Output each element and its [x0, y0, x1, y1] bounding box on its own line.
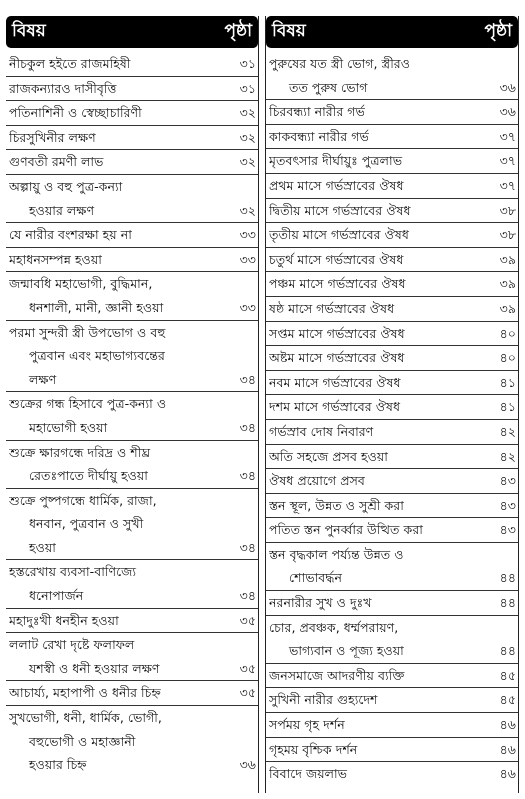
- toc-line: [269, 713, 516, 737]
- toc-line: [9, 441, 256, 465]
- toc-entry: [266, 125, 518, 150]
- toc-entry: [6, 609, 258, 634]
- entry-text: তত পুরুষ ভোগ: [289, 79, 368, 95]
- toc-line: [269, 346, 516, 370]
- toc-entry: [266, 616, 518, 664]
- entry-page-number: ৩৬: [239, 757, 256, 773]
- toc-line: [9, 199, 256, 223]
- toc-entry: [6, 52, 258, 77]
- toc-entry: [266, 713, 518, 738]
- toc-entry: [6, 633, 258, 681]
- toc-line: [269, 76, 516, 100]
- toc-entry: [266, 272, 518, 297]
- toc-line: [9, 101, 256, 125]
- entry-page-number: ৪০: [499, 325, 516, 341]
- toc-line: [269, 762, 516, 786]
- page-header: পৃষ্ঠা: [224, 21, 252, 41]
- toc-entry: [266, 738, 518, 763]
- entry-text: পতিনাশিনী ও স্বেচ্ছাচারিণী: [9, 105, 142, 121]
- entry-text: লক্ষণ: [29, 371, 57, 387]
- entry-text: প্রথম মাসে গর্ভস্রাবের ঔষধ: [269, 177, 404, 193]
- entries-list-right: [266, 52, 518, 793]
- entry-page-number: ৩৪: [239, 371, 256, 387]
- entry-page-number: ৩৩: [239, 299, 256, 315]
- toc-entry: [6, 126, 258, 151]
- entry-text: পুরুষের যত স্ত্রী ভোগ, স্ত্রীরও: [269, 56, 410, 71]
- entry-text: ধনোপার্জন: [29, 588, 84, 604]
- toc-line: [269, 566, 516, 590]
- entry-text: নবম মাসে গর্ভস্রাবের ঔষধ: [269, 374, 401, 390]
- entry-text: অষ্টম মাসে গর্ভস্রাবের ঔষধ: [269, 350, 405, 366]
- toc-line: [9, 368, 256, 392]
- entry-text: যশস্বী ও ধনী হওয়ার লক্ষণ: [29, 660, 160, 676]
- toc-line: [269, 174, 516, 198]
- toc-line: [269, 688, 516, 712]
- entry-text: যে নারীর বংশরক্ষা হয় না: [9, 227, 132, 243]
- toc-entry: [266, 494, 518, 519]
- entry-page-number: ৩৬: [499, 79, 516, 95]
- subject-header: বিষয়: [12, 21, 46, 41]
- entry-page-number: ৩৫: [239, 612, 256, 628]
- toc-entry: [266, 664, 518, 689]
- toc-line: [269, 518, 516, 542]
- toc-entry: [266, 591, 518, 616]
- entry-text: সপ্তম মাসে গর্ভস্রাবের ঔষধ: [269, 325, 405, 341]
- entry-text: মহাভোগী হওয়া: [29, 419, 108, 435]
- entry-text: অতি সহজে প্রসব হওয়া: [269, 448, 388, 464]
- toc-entry: [266, 149, 518, 174]
- toc-entry: [6, 681, 258, 706]
- entry-text: স্তন বৃদ্ধকাল পর্য্যন্ত উন্নত ও: [269, 546, 404, 562]
- toc-line: [269, 199, 516, 223]
- entry-text: শুক্রে পুষ্পগন্ধে ধার্মিক, রাজা,: [9, 492, 157, 508]
- toc-line: [9, 584, 256, 608]
- entry-text: জনসমাজে আদরণীয় ব্যক্তি: [269, 667, 405, 683]
- toc-line: [269, 420, 516, 444]
- entry-text: ষষ্ঠ মাসে গর্ভস্রাবের ঔষধ: [269, 300, 395, 316]
- toc-entry: [6, 272, 258, 320]
- toc-entry: [266, 469, 518, 494]
- toc-line: [269, 395, 516, 419]
- entry-text: পুত্রবান এবং মহাভাগ্যবন্তের: [29, 348, 165, 364]
- toc-line: [9, 512, 256, 536]
- toc-line: [9, 730, 256, 754]
- toc-line: [9, 633, 256, 657]
- toc-line: [9, 560, 256, 584]
- toc-line: [9, 609, 256, 633]
- toc-line: [9, 175, 256, 199]
- entry-page-number: ৪৩: [499, 497, 516, 513]
- entry-text: মহাধনসম্পন্ন হওয়া: [9, 251, 102, 267]
- entry-text: তৃতীয় মাসে গর্ভস্রাবের ঔষধ: [269, 227, 409, 243]
- toc-line: [269, 494, 516, 518]
- entry-text: পরমা সুন্দরী স্ত্রী উপভোগ ও বহু: [9, 324, 166, 340]
- entry-page-number: ৩৪: [239, 539, 256, 555]
- toc-entry: [266, 174, 518, 199]
- toc-entry: [266, 322, 518, 347]
- entry-page-number: ৪৬: [499, 717, 516, 733]
- contents-column-left: [6, 16, 259, 793]
- entry-page-number: ৩৪: [239, 419, 256, 435]
- toc-entry: [266, 52, 518, 100]
- entry-text: সর্পময় গৃহ দর্শন: [269, 717, 345, 733]
- entry-text: হস্তরেখায় ব্যবসা-বাণিজ্যে: [9, 564, 137, 580]
- toc-line: [9, 321, 256, 345]
- entry-page-number: ৪২: [499, 423, 516, 439]
- entry-text: দ্বিতীয় মাসে গর্ভস্রাবের ঔষধ: [269, 202, 411, 218]
- toc-line: [269, 223, 516, 247]
- entry-text: দশম মাসে গর্ভস্রাবের ঔষধ: [269, 399, 401, 415]
- toc-entry: [266, 688, 518, 713]
- entry-page-number: ৪১: [499, 399, 516, 415]
- toc-entry: [266, 371, 518, 396]
- toc-entry: [6, 489, 258, 561]
- entry-text: শুক্রের গন্ধ হিসাবে পুত্র-কন্যা ও: [9, 396, 167, 412]
- entry-page-number: ৪৫: [499, 692, 516, 708]
- entry-text: গর্ভস্রাব দোষ নিবারণ: [269, 423, 374, 439]
- toc-line: [9, 223, 256, 247]
- entry-text: চোর, প্রবঞ্চক, ধর্ম্মপরায়ণ,: [269, 619, 399, 635]
- toc-line: [9, 52, 256, 76]
- entry-page-number: ৩৯: [499, 276, 516, 292]
- entry-page-number: ৩৫: [239, 660, 256, 676]
- column-header: [6, 16, 258, 48]
- toc-line: [9, 126, 256, 150]
- toc-line: [9, 489, 256, 513]
- entry-page-number: ৪৩: [499, 522, 516, 538]
- toc-line: [9, 272, 256, 296]
- toc-entry: [6, 560, 258, 608]
- entry-page-number: ৩৪: [239, 588, 256, 604]
- entry-page-number: ৩৭: [499, 128, 516, 144]
- entry-page-number: ৪৪: [499, 595, 516, 611]
- toc-line: [269, 664, 516, 688]
- entry-text: স্তন স্থূল, উন্নত ও সুশ্রী করা: [269, 497, 404, 513]
- toc-line: [269, 322, 516, 346]
- toc-line: [269, 125, 516, 149]
- entry-page-number: ৩৭: [499, 177, 516, 193]
- entry-page-number: ৪৪: [499, 570, 516, 586]
- entry-text: ভাগ্যবান ও পূজ্য হওয়া: [289, 643, 404, 659]
- toc-line: [9, 77, 256, 101]
- entry-page-number: ৩৯: [499, 300, 516, 316]
- entry-page-number: ৩৯: [499, 251, 516, 267]
- toc-line: [269, 248, 516, 272]
- entry-page-number: ৩৩: [239, 227, 256, 243]
- toc-line: [9, 248, 256, 272]
- entry-text: মৃতবৎসার দীর্ঘায়ুঃ পুত্রলাভ: [269, 153, 403, 169]
- entry-text: সুখিনী নারীর গুহ্যদেশ: [269, 692, 378, 708]
- toc-entry: [266, 543, 518, 591]
- entry-page-number: ৩৫: [239, 685, 256, 701]
- toc-entry: [266, 248, 518, 273]
- entry-page-number: ৪৬: [499, 741, 516, 757]
- toc-entry: [266, 762, 518, 786]
- entry-text: পতিত স্তন পুনর্ব্বার উত্থিত করা: [269, 522, 423, 538]
- entry-page-number: ৪৩: [499, 473, 516, 489]
- entry-page-number: ৪৪: [499, 643, 516, 659]
- toc-entry: [6, 248, 258, 273]
- toc-line: [269, 543, 516, 567]
- toc-entry: [266, 100, 518, 125]
- toc-entry: [266, 420, 518, 445]
- toc-line: [269, 591, 516, 615]
- toc-line: [269, 52, 516, 76]
- toc-line: [9, 681, 256, 705]
- entry-text: গুণবতী রমণী লাভ: [9, 154, 104, 170]
- entry-page-number: ৩২: [239, 202, 256, 218]
- entry-page-number: ৩১: [239, 80, 256, 96]
- entry-page-number: ৩৪: [239, 468, 256, 484]
- toc-line: [269, 371, 516, 395]
- toc-entry: [266, 445, 518, 470]
- entry-page-number: ৪০: [499, 350, 516, 366]
- toc-entry: [266, 518, 518, 543]
- entry-text: শুক্রে ক্ষারগন্ধে দরিদ্র ও শীঘ্র: [9, 444, 151, 460]
- entry-page-number: ৩৬: [499, 104, 516, 120]
- entry-text: রেতঃপাতে দীর্ঘায়ু হওয়া: [29, 468, 148, 484]
- entry-page-number: ৪৫: [499, 667, 516, 683]
- entry-text: আচার্য্য, মহাপাপী ও ধনীর চিহ্ন: [9, 685, 161, 701]
- entry-text: পঞ্চম মাসে গর্ভস্রাবের ঔষধ: [269, 276, 406, 292]
- toc-entry: [266, 346, 518, 371]
- toc-entry: [6, 175, 258, 223]
- entry-text: অল্পায়ু ও বহু পুত্র-কন্যা: [9, 178, 123, 194]
- toc-entry: [6, 150, 258, 175]
- entry-page-number: ৪৬: [499, 766, 516, 782]
- entry-page-number: ৩১: [239, 56, 256, 71]
- entry-text: চতুর্থ মাসে গর্ভস্রাবের ঔষধ: [269, 251, 404, 267]
- entry-text: ধনবান, পুত্রবান ও সুখী: [29, 516, 144, 532]
- toc-entry: [6, 77, 258, 102]
- page-header: পৃষ্ঠা: [484, 21, 512, 41]
- entry-text: ললাট রেখা দৃষ্টে ফলাফল: [9, 637, 135, 653]
- entry-text: বিবাদে জয়লাভ: [269, 766, 348, 782]
- entry-text: বহুভোগী ও মহাজ্ঞানী: [29, 733, 136, 749]
- toc-line: [269, 616, 516, 640]
- entry-text: ঔষধ প্রয়োগে প্রসব: [269, 473, 365, 489]
- entry-page-number: ৩৮: [499, 202, 516, 218]
- toc-line: [269, 100, 516, 124]
- entry-text: চিরসুখিনীর লক্ষণ: [9, 129, 96, 145]
- entry-text: মহাদুঃখী ধনহীন হওয়া: [9, 612, 119, 628]
- toc-line: [269, 149, 516, 173]
- entry-text: শোভাবর্দ্ধন: [289, 570, 343, 586]
- toc-line: [9, 150, 256, 174]
- entry-text: নরনারীর সুখ ও দুঃখ: [269, 595, 372, 611]
- column-header: [266, 16, 518, 48]
- entry-page-number: ৪১: [499, 374, 516, 390]
- entry-text: কাকবন্ধ্যা নারীর গর্ভ: [269, 128, 369, 144]
- toc-entry: [266, 395, 518, 420]
- toc-line: [9, 464, 256, 488]
- toc-line: [9, 657, 256, 681]
- entry-text: হওয়ার লক্ষণ: [29, 202, 95, 218]
- entry-text: সুখভোগী, ধনী, ধার্মিক, ভোগী,: [9, 710, 162, 726]
- entry-text: ধনশালী, মানী, জ্ঞানী হওয়া: [29, 299, 164, 315]
- entry-page-number: ৩২: [239, 105, 256, 121]
- entry-text: জন্মাবধি মহাভোগী, বুদ্ধিমান,: [9, 276, 153, 292]
- entry-text: রাজকন্যারও দাসীবৃত্তি: [9, 80, 117, 96]
- entry-page-number: ৩২: [239, 154, 256, 170]
- entries-list-left: [6, 52, 258, 793]
- subject-header: বিষয়: [272, 21, 306, 41]
- toc-entry: [6, 706, 258, 777]
- toc-line: [9, 344, 256, 368]
- entry-text: হওয়া: [29, 539, 56, 555]
- toc-line: [269, 738, 516, 762]
- entry-text: গৃহময় বৃশ্চিক দর্শন: [269, 741, 358, 757]
- toc-entry: [6, 441, 258, 489]
- toc-entry: [266, 297, 518, 322]
- entry-page-number: ৩৩: [239, 251, 256, 267]
- entry-page-number: ৩২: [239, 129, 256, 145]
- toc-line: [9, 392, 256, 416]
- toc-line: [269, 639, 516, 663]
- toc-line: [269, 445, 516, 469]
- toc-line: [269, 297, 516, 321]
- entry-page-number: ৩৭: [499, 153, 516, 169]
- entry-text: হওয়ার চিহ্ন: [29, 757, 87, 773]
- toc-line: [9, 296, 256, 320]
- toc-entry: [266, 199, 518, 224]
- toc-entry: [6, 223, 258, 248]
- toc-line: [9, 416, 256, 440]
- entry-page-number: ৪২: [499, 448, 516, 464]
- toc-entry: [6, 392, 258, 440]
- entry-text: নীচকুল হইতে রাজমহিষী: [9, 56, 131, 71]
- toc-line: [9, 753, 256, 777]
- toc-entry: [6, 101, 258, 126]
- toc-entry: [6, 321, 258, 393]
- entry-text: চিরবন্ধ্যা নারীর গর্ভ: [269, 104, 365, 120]
- toc-line: [269, 272, 516, 296]
- toc-line: [9, 706, 256, 730]
- toc-line: [9, 536, 256, 560]
- toc-entry: [266, 223, 518, 248]
- toc-line: [269, 469, 516, 493]
- entry-page-number: ৩৮: [499, 227, 516, 243]
- contents-column-right: [265, 16, 519, 793]
